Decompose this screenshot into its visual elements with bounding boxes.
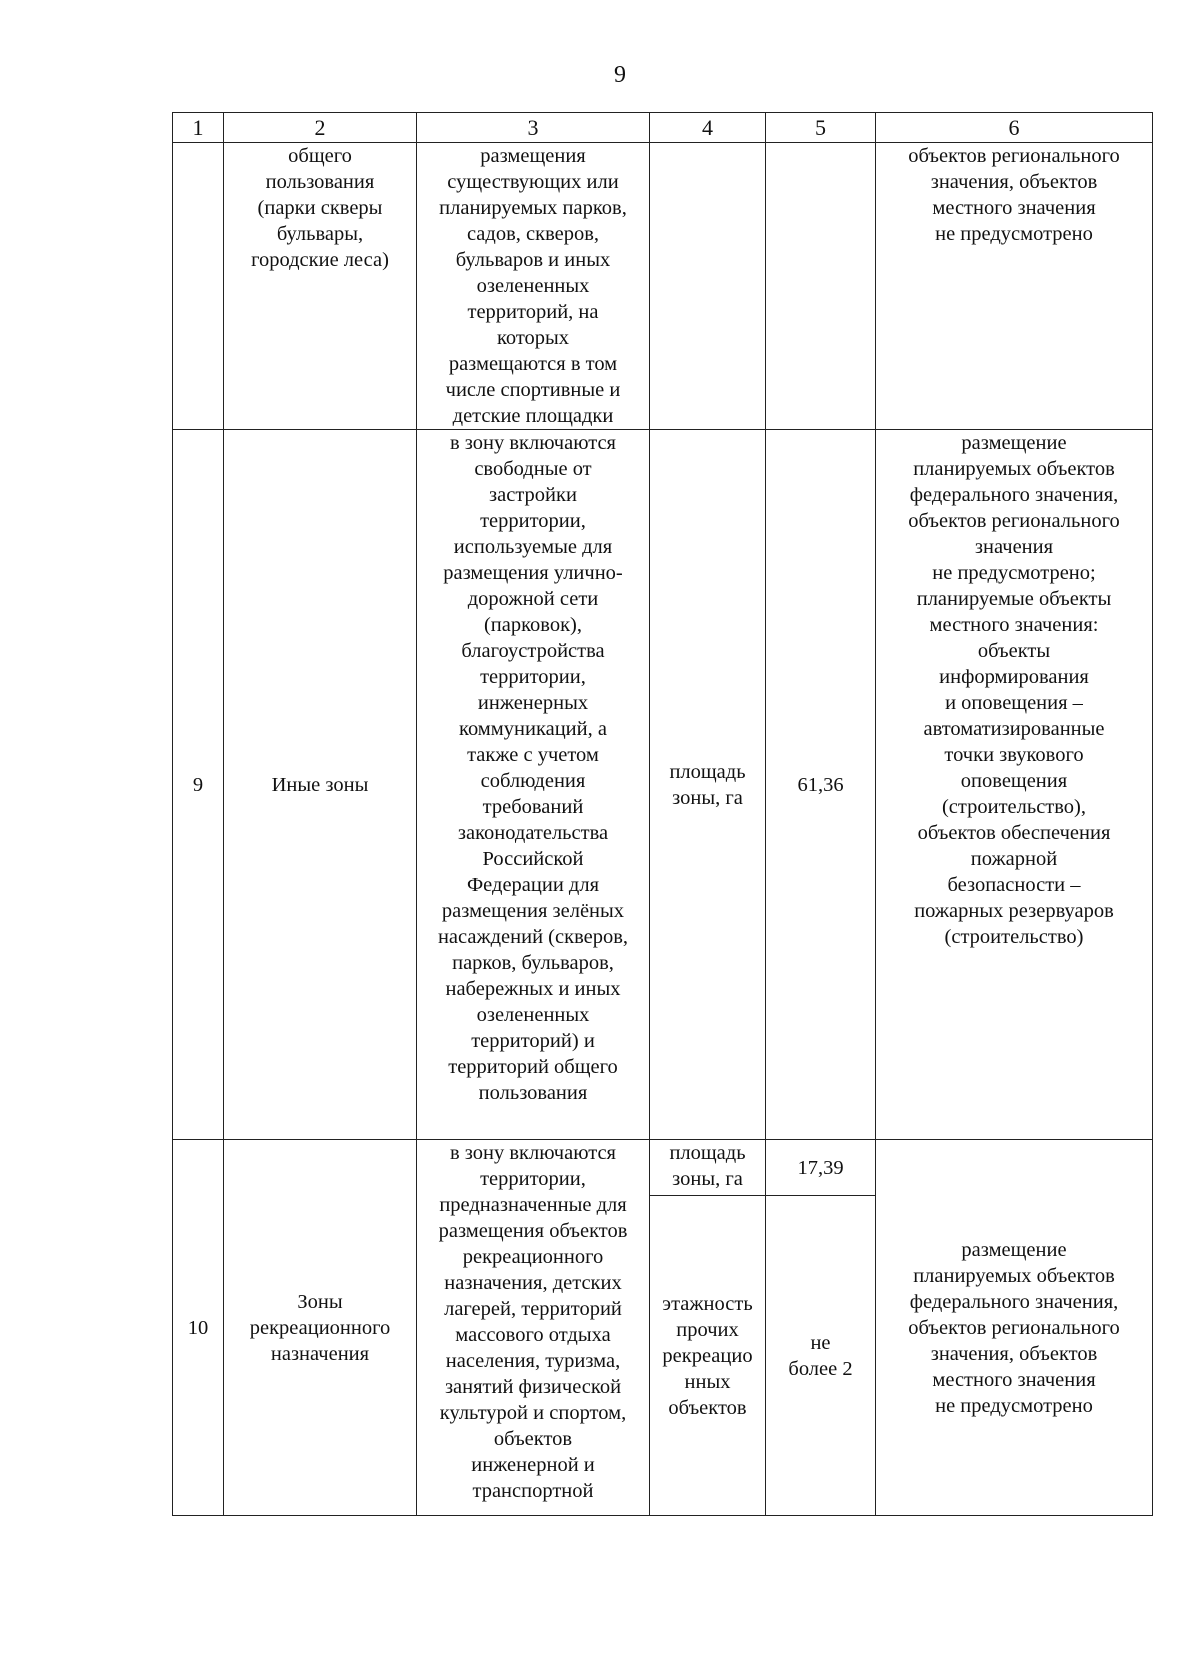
row9-number-cell: 9 bbox=[173, 430, 224, 1140]
cont-parameter-cell bbox=[650, 143, 766, 430]
cont-value-cell bbox=[766, 143, 876, 430]
table-row-9 bbox=[173, 430, 1153, 1140]
row9-parameter-cell: площадь зоны, га bbox=[650, 430, 766, 1140]
table-header-row bbox=[173, 113, 1153, 143]
page-number: 9 bbox=[614, 62, 626, 88]
row10-value-floors-cell: не более 2 bbox=[766, 1196, 876, 1516]
cont-number-cell bbox=[173, 143, 224, 430]
header-cell-2: 2 bbox=[224, 113, 417, 143]
row10-zone-cell: Зоны рекреационного назначения bbox=[224, 1140, 417, 1516]
row9-value-cell: 61,36 bbox=[766, 430, 876, 1140]
zones-table bbox=[172, 112, 1153, 1516]
cont-description-cell: размещения существующих или планируемых парков, садов, скверов, бульваров и иных озелененных территорий, на которых размещаются в том числе спортивные и детские площадки bbox=[417, 143, 650, 430]
row10-parameter-floors-cell: этажность прочих рекреацио нных объектов bbox=[650, 1196, 766, 1516]
row9-zone-cell: Иные зоны bbox=[224, 430, 417, 1140]
row10-number-cell: 10 bbox=[173, 1140, 224, 1516]
header-cell-5: 5 bbox=[766, 113, 876, 143]
header-cell-1: 1 bbox=[173, 113, 224, 143]
row10-value-area-cell: 17,39 bbox=[766, 1140, 876, 1196]
table-row-continued bbox=[173, 143, 1153, 430]
header-cell-4: 4 bbox=[650, 113, 766, 143]
row10-objects-cell: размещение планируемых объектов федерального значения, объектов регионального значения, объектов местного значения не предусмотрено bbox=[876, 1140, 1153, 1516]
row10-parameter-area-cell: площадь зоны, га bbox=[650, 1140, 766, 1196]
row9-description-cell: в зону включаются свободные от застройки территории, используемые для размещения улично- дорожной сети (парковок), благоустройства территории, инженерных коммуникаций, а также с учетом соблюдения требований законодательства Российской Федерации для размещения зелёных насаждений (скверов, парков, бульваров, набережных и иных озелененных территорий) и территорий общего пользования bbox=[417, 430, 650, 1140]
header-cell-6: 6 bbox=[876, 113, 1153, 143]
table-row-10-area bbox=[173, 1140, 1153, 1196]
row10-description-cell: в зону включаются территории, предназначенные для размещения объектов рекреационного назначения, детских лагерей, территорий массового отдыха населения, туризма, занятий физической культурой и спортом, объектов инженерной и транспортной bbox=[417, 1140, 650, 1516]
cont-objects-cell: объектов регионального значения, объектов местного значения не предусмотрено bbox=[876, 143, 1153, 430]
row9-objects-cell: размещение планируемых объектов федерального значения, объектов регионального значения не предусмотрено; планируемые объекты местного значения: объекты информирования и оповещения – автоматизированные точки звукового оповещения (строительство), объектов обеспечения пожарной безопасности – пожарных резервуаров (строительство) bbox=[876, 430, 1153, 1140]
header-cell-3: 3 bbox=[417, 113, 650, 143]
cont-zone-cell: общего пользования (парки скверы бульвары, городские леса) bbox=[224, 143, 417, 430]
